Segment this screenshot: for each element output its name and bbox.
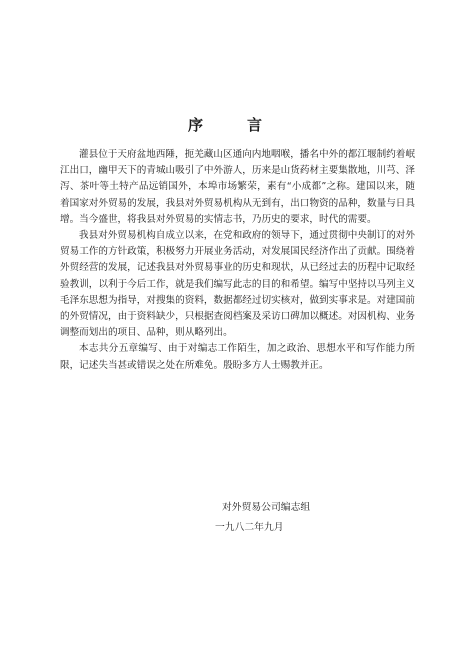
paragraph-3: 本志共分五章编写、由于对编志工作陌生，加之政治、思想水平和写作能力所限，记述失当甚或错误之处在所难免。殷盼多方人士赐教并正。 bbox=[60, 343, 415, 371]
page-title: 序言 bbox=[187, 116, 306, 134]
paragraph-2: 我县对外贸易机构自成立以来，在党和政府的领导下，通过贯彻中央制订的对外贸易工作的方针政策，积极努力开展业务活动，对发展国民经济作出了贡献。围绕着外贸经营的发展，记述我县对外贸易事业的历史和现状，从已经过去的历程中记取经验教训，以利于今后工作，就是我们编写此志的目的和希望。编写中坚持以马列主义毛泽东思想为指导，对搜集的资料，数据都经过切实核对，做到实事求是。对建国前的外贸情况，由于资料缺少，只根据查阅档案及采访口碑加以概述。对因机构、业务调整而划出的项目、品种，则从略列出。 bbox=[60, 230, 415, 339]
paragraph-1: 灌县位于天府盆地西陲，扼羌藏山区通向内地咽喉，播名中外的都江堰制约着岷江出口，幽甲天下的青城山吸引了中外游人，历来是山货药材主要集散地，川芎、泽泻、茶叶等土特产品远销国外，本埠市场繁荣，素有“小成都”之称。建国以来，随着国家对外贸易的发展，我县对外贸易机构从无到有，出口物资的品种，数量与日具增。当今盛世，将我县对外贸易的实情志书，乃历史的要求，时代的需要。 bbox=[60, 149, 415, 225]
signature-organization: 对外贸易公司编志组 bbox=[222, 502, 311, 513]
signature-date: 一九八二年九月 bbox=[215, 522, 284, 533]
preface-body bbox=[60, 147, 415, 374]
